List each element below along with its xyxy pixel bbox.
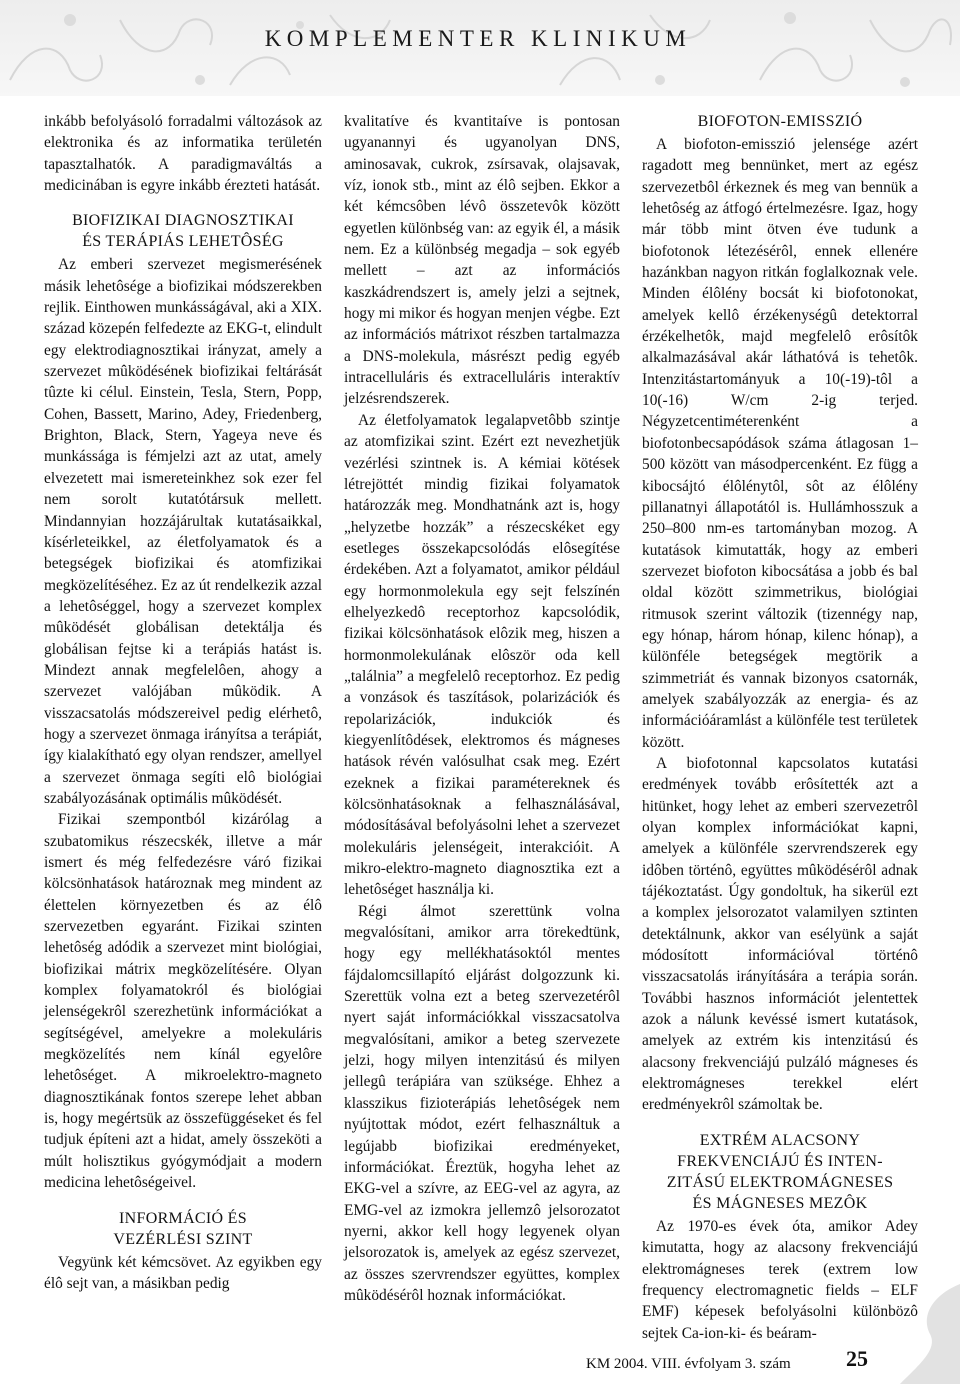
column-left — [44, 111, 322, 1294]
corner-ornament — [880, 1284, 960, 1384]
heading-line: VEZÉRLÉSI SZINT — [113, 1230, 253, 1248]
section-heading-informacio — [44, 1208, 322, 1250]
section-heading-biofoton — [642, 111, 918, 132]
section-title: KOMPLEMENTER KLINIKUM — [264, 26, 692, 51]
paragraph: A biofoton-emisszió jelensége azért ragadott meg bennünket, mert az egész szervezetbôl érkeznek és meg van bennük a lehetôség az átfogó értelmezésre. Igaz, hogy már több mint ötven éve tudunk a biofotonok létezésérôl, ennek ellenére hazánkban nagyon ritkán foglalkoznak vele. Minden élôlény bocsát ki biofotonokat, amelyek kellô érzékenységû detektorral érzékelhetôk, majd megfelelô erôsítôk alkalmazásával akár láthatóvá is tehetôk. Intenzitástartományuk a 10(-19)-tôl a 10(-16) W/cm 2-ig terjed. Négyzetcentiméterenként a biofotonbecsapódások száma átlagosan 1–500 között van másodpercenként. Ez függ a kibocsájtó élôlénytôl, sôt az élôlény pillanatnyi állapotától is. Hullámhosszuk a 250–800 nm-es tartományban mozog. A kutatások kimutatták, hogy az emberi szervezet biofoton kibocsátása a jobb és bal oldal között szimmetrikus, biológiai ritmusok szerint változik (tizennégy nap, egy hónap, három hónap, kilenc hónap), a különféle betegségek megtörik a szimmetriát és vannak bizonyos csatornák, amelyek szabályozzák az energia- és az információáramlást a különféle test területek között. — [642, 136, 918, 751]
paragraph: kvalitatíve és kvantitaíve is pontosan ugyanannyi és ugyanolyan DNS, aminosavak, cukrok, zsírsavak, olajsavak, víz, ionok stb., mint az élô sejben. Ekkor a két kémcsôben lévô összetevôk között egyetlen különbség van: az egyik él, a másik nem. Ez a különbség megadja – sok egyéb mellett – azt az információs kaszkádrendszert is, amely jelzi a sejtnek, hogy mi mikor és hogyan menjen végbe. Ezt az információs mátrixot részben tartalmazza a DNS-molekula, másrészt pedig egyéb intracelluláris és extracelluláris interaktív jelzésrendszerek. — [344, 113, 620, 408]
heading-line: ÉS MÁGNESES MEZÔK — [692, 1194, 868, 1212]
paragraph: Vegyünk két kémcsövet. Az egyikben egy élô sejt van, a másikban pedig — [44, 1253, 322, 1292]
paragraph: Az 1970-es évek óta, amikor Adey kimutatta, hogy az alacsony frekvenciájú elektromágneses terek (extrem low frequency electromagnetic fields – ELF EMF) képesek befolyásolni különbözô sejtek Ca-ion-ki- és beáram- — [642, 1217, 918, 1342]
heading-line: FREKVENCIÁJÚ ÉS INTEN- — [677, 1152, 883, 1170]
journal-footer: KM 2004. VIII. évfolyam 3. szám — [586, 1356, 791, 1372]
heading-line: ÉS TERÁPIÁS LEHETÔSÉG — [82, 233, 284, 251]
column-right — [642, 111, 918, 1344]
paragraph: Az emberi szervezet megismerésének másik lehetôsége a biofizikai módszerekben rejlik. Einthowen munkásságával, aki a XIX. század közepén felfedezte az EKG-t, elindult egy elektrodiagnosztikai irányzat, amely a szervezet mûködésének biofizikai feltárását tûzte ki célul. Einstein, Tesla, Stern, Popp, Cohen, Bassett, Marino, Adey, Friedenberg, Brighton, Black, Stern, Yageya neve és munkássága is fémjelzi azt az utat, amely elvezetett mai ismereteinkhez sok ezer fel nem sorolt kutatótársuk mellett. Mindannyian hozzájárultak kutatásaikkal, kísérleteikkel, az életfolyamatok és a betegségek biofizikai és atomfizikai megközelítéséhez. Ez az út rendelkezik azzal a lehetôséggel, hogy a szervezet komplex mûködését globálisan detektálja és globálisan fejtse ki a terápiás hatást is. Mindezt annak megfelelôen, ahogy a szervezet valójában mûködik. A visszacsatolás módszereivel pedig elérhetô, hogy a szervezet önmaga irányítsa a terápiát, így kialakítható egy olyan rendszer, amellyel a szervezet önmaga segíti elô biológiai szabályozásának optimális mûködését. — [44, 256, 322, 807]
paragraph: Az életfolyamatok legalapvetôbb szintje az atomfizikai szint. Ezért ezt nevezhetjük vezérlési szintnek is. A kémiai kötések létrejöttét mindig fizikai folyamatok határozzák meg. Mondhatnánk azt is, hogy „helyzetbe hozzák” a részecskéket egy esetleges összekapcsolódás elôsegítése érdekében. Azt a folyamatot, amikor például egy hormonmolekula egy sejt felszínén elhelyezkedô receptorhoz kapcsolódik, fizikai kölcsönhatások elôzik meg, hiszen a hormonmolekulának elôször oda kell „találnia” a megfelelô receptorhoz. Ez pedig a vonzások és taszítások, polarizációk és repolarizációk, indukciók és kiegyenlítôdések, elektromos és mágneses hatások révén valósulhat csak meg. Ezért ezeknek a fizikai paramétereknek és kölcsönhatásoknak a felhasználásával, módosításával befolyásolni lehet a szervezet molekuláris jelenségeit, interakcióit. A mikro-elektro-magneto diagnosztika ezt a lehetôséget használja ki. — [344, 411, 620, 899]
paragraph: Fizikai szempontból kizárólag a szubatomikus részecskék, illetve a már ismert és még felfedezésre váró fizikai kölcsönhatások határoznak meg mindent az élettelen környezetben és az élô szervezetben egyaránt. Fizikai szinten lehetôség adódik a szervezet mint biológiai, biofizikai mátrix megközelítésére. Olyan komplex folyamatokról és biológiai jelenségekrôl szerezhetünk információkat a segítségével, amelyekre a molekuláris megközelítés nem kínál egyelôre lehetôséget. A mikroelektro-magneto diagnosztikának fontos szerepe lehet abban is, hogy megértsük az összefüggéseket és fel tudjuk építeni azt a hidat, amely összeköti a múlt holisztikus gyógymódjait a modern medicina lehetôségeivel. — [44, 811, 322, 1192]
heading-line: EXTRÉM ALACSONY — [699, 1131, 861, 1149]
heading-line: ZITÁSÚ ELEKTROMÁGNESES — [666, 1173, 894, 1191]
heading-line: BIOFIZIKAI DIAGNOSZTIKAI — [72, 212, 294, 230]
paragraph: Régi álmot szerettünk volna megvalósítani, amikor arra törekedtünk, hogy egy mellékhatásoktól mentes fájdalomcsillapító eljárást dolgozzunk ki. Szerettük volna ezt a beteg szervezetérôl nyert saját információkkal visszacsatolva megvalósítani, amikor a beteg szervezete jelzi, hogy milyen intenzitású és milyen jellegû terápiára van szüksége. Ehhez a klasszikus fizioterápiás lehetôségek nem nyújtottak módot, ezért felhasználtuk a legújabb biofizikai eredményeket, információkat. Éreztük, hogyha lehet az EKG-vel a szívre, az EEG-vel az agyra, az EMG-vel az izmokra jellemzô jelsorozatot nyerni, akkor kell hogy legyenek olyan jelsorozatok is, amelyek az egész szervezet, az összes szervrendszer együttes, komplex mûködésérôl hoznak információkat. — [344, 902, 620, 1304]
heading-line: INFORMÁCIÓ ÉS — [119, 1209, 247, 1227]
section-heading-biofizikai — [44, 210, 322, 252]
paragraph: A biofotonnal kapcsolatos kutatási eredmények tovább erôsítették azt a hitünket, hogy lehet az emberi szervezetrôl olyan komplex információkat kapni, amelyek a különféle szervrendszerek egy idôben történô, együttes mûködésérôl adnak tájékoztatást. Úgy gondoltuk, ha sikerül ezt a komplex jelsorozatot valamilyen sztinten detektálnunk, akkor van esélyünk a saját módosított információval történô visszacsatolás irányítására a terápia során. További hasznos információt jelentettek azok a nálunk kevéssé ismert kutatások, amelyek az extrém kis intenzitású és alacsony frekvenciájú pulzáló mágneses és elektromágneses terekkel elért eredményekrôl számoltak be. — [642, 754, 918, 1114]
paragraph: inkább befolyásoló forradalmi változások az elektronika és az informatika területén tapasztalhatók. A paradigmaváltás a medicinában is egyre inkább érezteti hatását. — [44, 113, 322, 195]
header-banner — [0, 0, 960, 96]
page-number: 25 — [846, 1346, 868, 1371]
heading-line: BIOFOTON-EMISSZIÓ — [697, 113, 863, 130]
column-middle — [344, 111, 620, 1306]
section-heading-extrem — [642, 1130, 918, 1214]
